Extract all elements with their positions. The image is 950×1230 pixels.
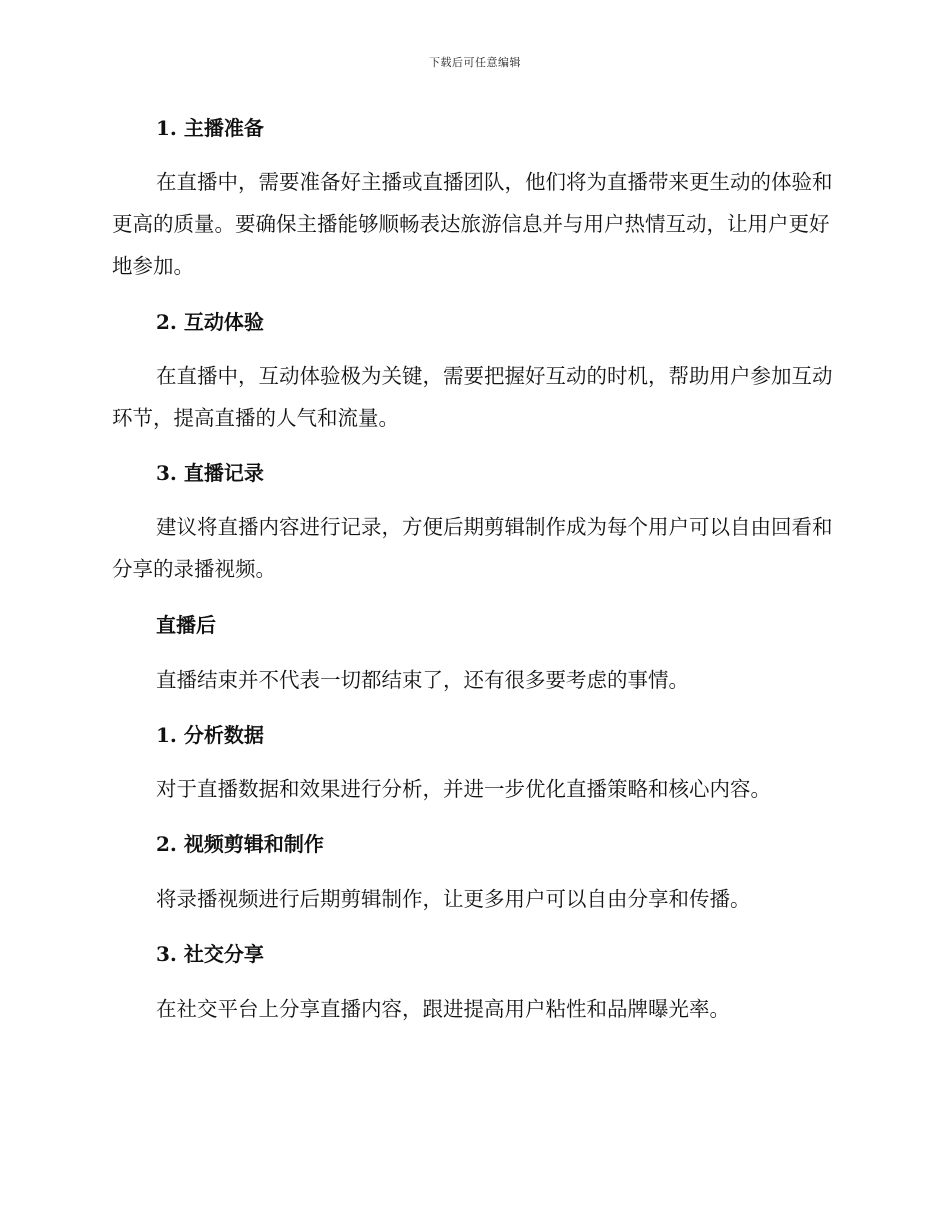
paragraph: 对于直播数据和效果进行分析，并进一步优化直播策略和核心内容。 (156, 777, 771, 801)
paragraph: 在直播中，需要准备好主播或直播团队，他们将为直播带来更生动的体验和更高的质量。要确保主播能够顺畅表达旅游信息并与用户热情互动，让用户更好地参加。 (112, 170, 833, 278)
paragraph: 在直播中，互动体验极为关键，需要把握好互动的时机，帮助用户参加互动环节，提高直播的人气和流量。 (112, 364, 833, 430)
page-header: 下载后可任意编辑 (429, 56, 521, 69)
paragraph: 直播结束并不代表一切都结束了，还有很多要考虑的事情。 (156, 668, 689, 692)
section-heading: 直播后 (156, 613, 216, 637)
section-heading: 3. 社交分享 (156, 942, 264, 966)
paragraph: 建议将直播内容进行记录，方便后期剪辑制作成为每个用户可以自由回看和分享的录播视频。 (112, 515, 833, 581)
section-heading: 2. 视频剪辑和制作 (156, 832, 324, 856)
section-heading: 1. 分析数据 (156, 723, 264, 747)
section-heading: 3. 直播记录 (156, 461, 264, 485)
paragraph: 在社交平台上分享直播内容，跟进提高用户粘性和品牌曝光率。 (156, 997, 730, 1021)
section-heading: 2. 互动体验 (156, 310, 264, 334)
paragraph: 将录播视频进行后期剪辑制作，让更多用户可以自由分享和传播。 (156, 887, 751, 911)
section-heading: 1. 主播准备 (156, 116, 264, 140)
